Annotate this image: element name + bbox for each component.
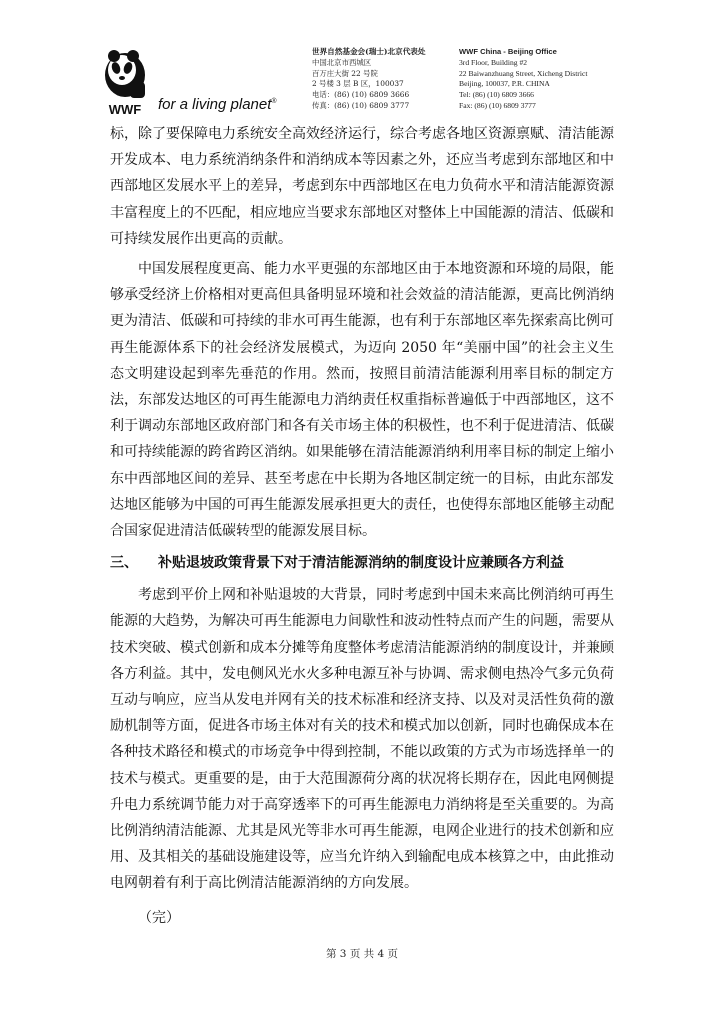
document-body [110, 121, 614, 931]
section-heading [110, 550, 614, 576]
registered-mark: ® [271, 98, 277, 105]
tel-en: Tel: (86) (10) 6809 3666 [459, 90, 534, 100]
address-chinese [312, 47, 462, 112]
fax-en: Fax: (86) (10) 6809 3777 [459, 100, 536, 110]
slogan: for a living planet® [158, 96, 277, 113]
office-name-en: WWF China - Beijing Office [459, 47, 557, 56]
paragraph-continued: 标，除了要保障电力系统安全高效经济运行，综合考虑各地区资源禀赋、清洁能源开发成本、电力系统消纳条件和消纳成本等因素之外，还应当考虑到东部地区和中西部地区发展水平上的差异，考虑到东中西部地区在电力负荷水平和清洁能源资源丰富程度上的不匹配，相应地应当要求东部地区对整体上中国能源的清洁、低碳和可持续发展作出更高的贡献。 [110, 126, 614, 247]
office-name-cn: 世界自然基金会(瑞士)北京代表处 [312, 47, 426, 56]
address-en-line3: Beijing, 100037, P.R. CHINA [459, 79, 550, 89]
panda-logo [100, 48, 150, 118]
address-en-line1: 3rd Floor, Building #2 [459, 57, 528, 67]
end-mark: （完） [138, 909, 180, 926]
address-cn-line2: 百万庄大街 22 号院 [312, 68, 378, 78]
address-cn-line1: 中国北京市西城区 [312, 57, 372, 67]
page-number: 第 3 页 共 4 页 [325, 948, 399, 960]
address-english [459, 47, 659, 112]
paragraph-east-region: 中国发展程度更高、能力水平更强的东部地区由于本地资源和环境的局限，能够承受经济上价格相对更高但具备明显环境和社会效益的清洁能源，更高比例消纳更为清洁、低碳和可持续的非水可再生能源，也有利于东部地区率先探索高比例可再生能源体系下的社会经济发展模式，为迈向 2050 年“美丽中国”的社会主义生态文明建设起到率先垂范的作用。然而，按照目前清洁能源利用率目标的制定方法，东部发达地区的可再生能源电力消纳责任权重指标普遍低于中西部地区，这不利于调动东部地区政府部门和各有关市场主体的积极性，也不利于促进清洁、低碳和可持续能源的跨省跨区消纳。如果能够在清洁能源消纳利用率目标的制定上缩小东中西部地区间的差异、甚至考虑在中长期为各地区制定统一的目标，由此东部发达地区能够为中国的可再生能源发展承担更大的责任，也使得东部地区能够主动配合国家促进清洁低碳转型的能源发展目标。 [110, 261, 614, 540]
address-en-line2: 22 Baiwanzhuang Street, Xicheng District [459, 68, 588, 78]
letterhead [0, 0, 724, 120]
logo-wordmark: WWF [108, 102, 142, 117]
section-number: 三、 [110, 555, 138, 572]
paragraph-subsidy: 考虑到平价上网和补贴退坡的大背景，同时考虑到中国未来高比例消纳可再生能源的大趋势，为解决可再生能源电力间歇性和波动性特点而产生的问题，需要从技术突破、模式创新和成本分摊等角度整体考虑清洁能源消纳的制度设计，并兼顾各方利益。其中，发电侧风光水火多种电源互补与协调、需求侧电热冷气多元负荷互动与响应，应当从发电并网有关的技术标准和经济支持、以及对灵活性负荷的激励机制等方面，促进各市场主体对有关的技术和模式加以创新，同时也确保成本在各种技术路径和模式的市场竞争中得到控制，不能以政策的方式为市场选择单一的技术与模式。更重要的是，由于大范围源荷分离的状况将长期存在，因此电网侧提升电力系统调节能力对于高穿透率下的可再生能源电力消纳将是至关重要的。为高比例消纳清洁能源、尤其是风光等非水可再生能源，电网企业进行的技术创新和应用、及其相关的基础设施建设等，应当允许纳入到输配电成本核算之中，由此推动电网朝着有利于高比例清洁能源消纳的方向发展。 [110, 587, 614, 892]
address-cn-line3: 2 号楼 3 层 B 区，100037 [312, 79, 404, 89]
fax-cn: 传真：(86) (10) 6809 3777 [312, 100, 410, 110]
section-title: 补贴退坡政策背景下对于清洁能源消纳的制度设计应兼顾各方利益 [158, 555, 564, 572]
tel-cn: 电话：(86) (10) 6809 3666 [312, 90, 410, 100]
